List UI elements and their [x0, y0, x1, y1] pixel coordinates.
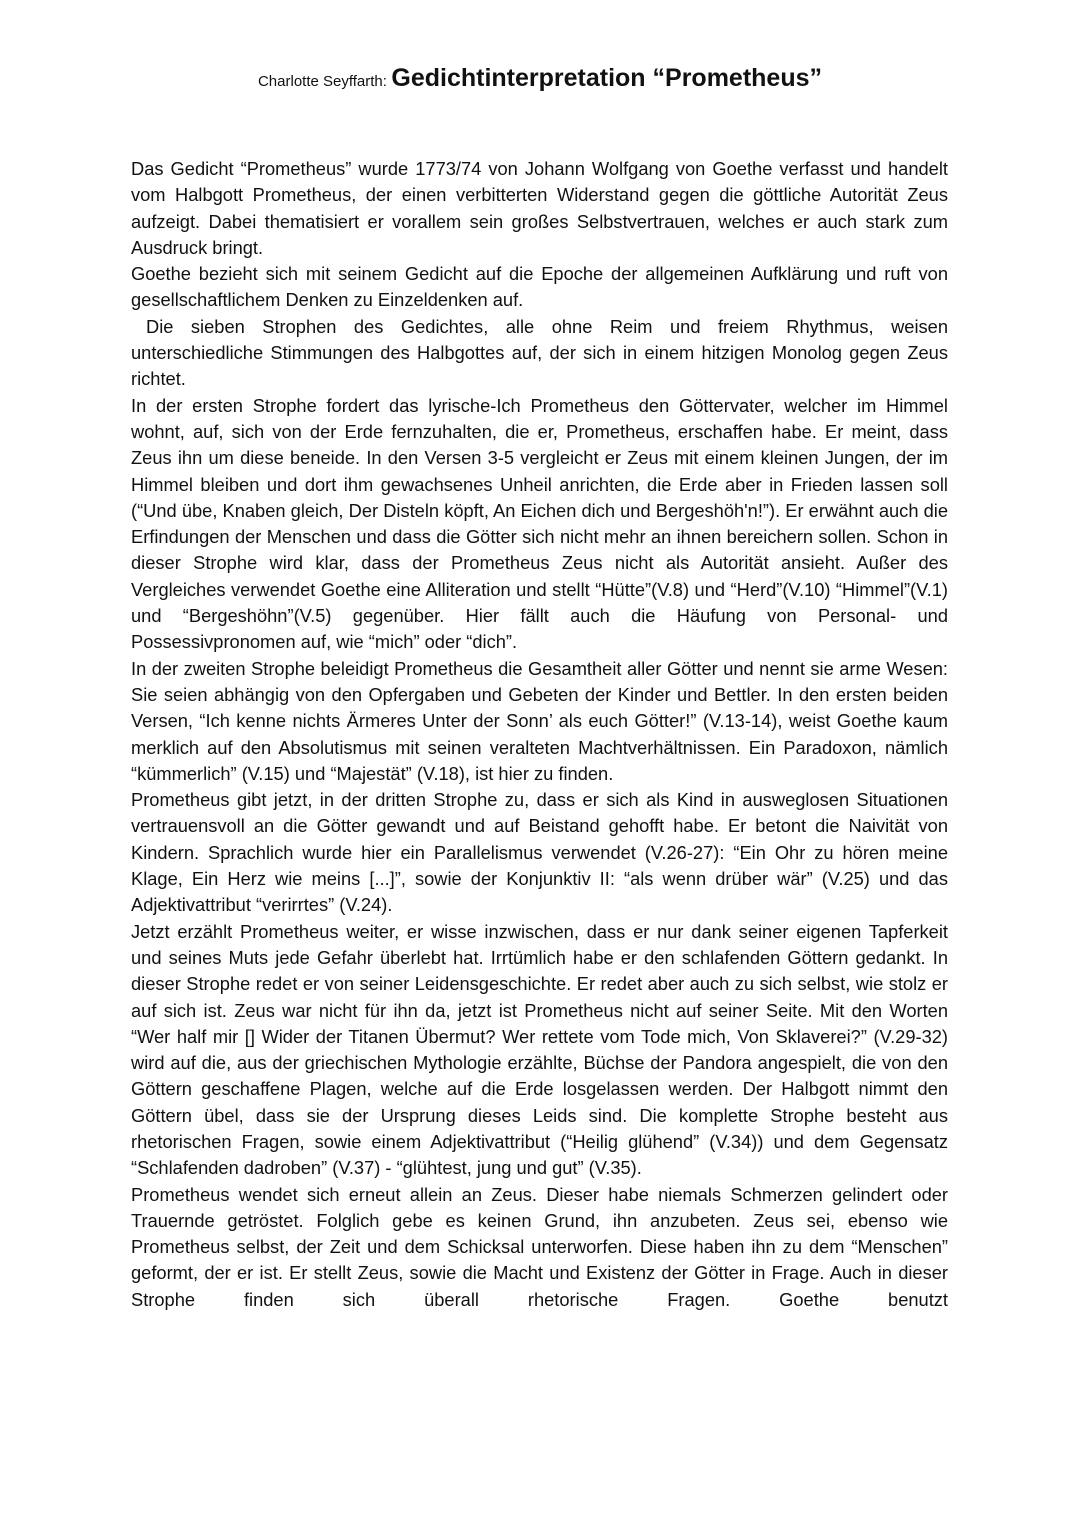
paragraph-stanza-5: Prometheus wendet sich erneut allein an Zeus. Dieser habe niemals Schmerzen gelindert oder Trauernde getröstet. Folglich gebe es keinen Grund, ihn anzubeten. Zeus sei, ebenso wie Prometheus selbst, der Zeit und dem Schicksal unterworfen. Diese haben ihn zu dem “Menschen” geformt, der er ist. Er stellt Zeus, sowie die Macht und Existenz der Götter in Frage. Auch in dieser Strophe finden sich überall rhetorische Fragen. Goethe benutzt: [131, 1183, 948, 1310]
paragraph-stanza-2: In der zweiten Strophe beleidigt Prometheus die Gesamtheit aller Götter und nennt sie arme Wesen: Sie seien abhängig von den Opfergaben und Gebeten der Kinder und Bettler. In den ersten beiden Versen, “Ich kenne nichts Ärmeres Unter der Sonn’ als euch Götter!” (V.13-14), weist Goethe kaum merklich auf den Absolutismus mit seinen veralteten Machtverhältnissen. Ein Paradoxon, nämlich “kümmerlich” (V.15) und “Majestät” (V.18), ist hier zu finden.: [131, 657, 948, 784]
paragraph-stanza-3: Prometheus gibt jetzt, in der dritten Strophe zu, dass er sich als Kind in ausweglosen Situationen vertrauensvoll an die Götter gewandt und auf Beistand gehofft habe. Er betont die Naivität von Kindern. Sprachlich wurde hier ein Parallelismus verwendet (V.26-27): “Ein Ohr zu hören meine Klage, Ein Herz wie meins [...]”, sowie der Konjunktiv II: “als wenn drüber wär” (V.25) und das Adjektivattribut “verirrtes” (V.24).: [131, 789, 948, 916]
paragraph-stanza-1: In der ersten Strophe fordert das lyrische-Ich Prometheus den Göttervater, welcher im Himmel wohnt, auf, sich von der Erde fernzuhalten, die er, Prometheus, erschaffen habe. Er meint, dass Zeus ihn um diese beneide. In den Versen 3-5 vergleicht er Zeus mit einem kleinen Jungen, der im Himmel bleiben und dort ihm gewachsenes Unheil anrichten, die Erde aber in Frieden lassen soll (“Und übe, Knaben gleich, Der Disteln köpft, An Eichen dich und Bergeshöh'n!”). Er erwähnt auch die Erfindungen der Menschen und dass die Götter sich nicht mehr an ihnen bereichern sollen. Schon in dieser Strophe wird klar, dass der Prometheus Zeus nicht als Autorität ansieht. Außer des Vergleiches verwendet Goethe eine Alliteration und stellt “Hütte”(V.8) und “Herd”(V.10) “Himmel”(V.1) und “Bergeshöhn”(V.5) gegenüber. Hier fällt auch die Häufung von Personal- und Possessivpronomen auf, wie “mich” oder “dich”.: [131, 394, 948, 653]
body-text: [131, 156, 948, 1313]
paragraph-intro: Das Gedicht “Prometheus” wurde 1773/74 von Johann Wolfgang von Goethe verfasst und handelt vom Halbgott Prometheus, der einen verbitterten Widerstand gegen die göttliche Autorität Zeus aufzeigt. Dabei thematisiert er vorallem sein großes Selbstvertrauen, welches er auch stark zum Ausdruck bringt.: [131, 158, 948, 258]
author-name: Charlotte Seyffarth:: [257, 73, 387, 90]
document-title: Gedichtinterpretation “Prometheus”: [391, 64, 823, 92]
paragraph-stanza-4: Jetzt erzählt Prometheus weiter, er wisse inzwischen, dass er nur dank seiner eigenen Tapferkeit und seines Muts jede Gefahr überlebt hat. Irrtümlich habe er den schlafenden Göttern gedankt. In dieser Strophe redet er von seiner Leidensgeschichte. Er redet aber auch zu sich selbst, wie stolz er auf sich ist. Zeus war nicht für ihn da, jetzt ist Prometheus nicht auf seiner Seite. Mit den Worten “Wer half mir [] Wider der Titanen Übermut? Wer rettete vom Tode mich, Von Sklaverei?” (V.29-32) wird auf die, aus der griechischen Mythologie erzählte, Büchse der Pandora angespielt, die von den Göttern geschaffene Plagen, welche auf die Erde losgelassen werden. Der Halbgott nimmt den Göttern übel, dass sie der Ursprung dieses Leids sind. Die komplette Strophe besteht aus rhetorischen Fragen, sowie einem Adjektivattribut (“Heilig glühend” (V.34)) und dem Gegensatz “Schlafenden dadroben” (V.37) - “glühtest, jung und gut” (V.35).: [131, 920, 948, 1179]
document-header: [0, 64, 1080, 93]
paragraph-epoch: Goethe bezieht sich mit seinem Gedicht auf die Epoche der allgemeinen Aufklärung und ruft von gesellschaftlichem Denken zu Einzeldenken auf.: [131, 263, 948, 311]
paragraph-form: Die sieben Strophen des Gedichtes, alle ohne Reim und freiem Rhythmus, weisen unterschiedliche Stimmungen des Halbgottes auf, der sich in einem hitzigen Monolog gegen Zeus richtet.: [131, 315, 948, 390]
